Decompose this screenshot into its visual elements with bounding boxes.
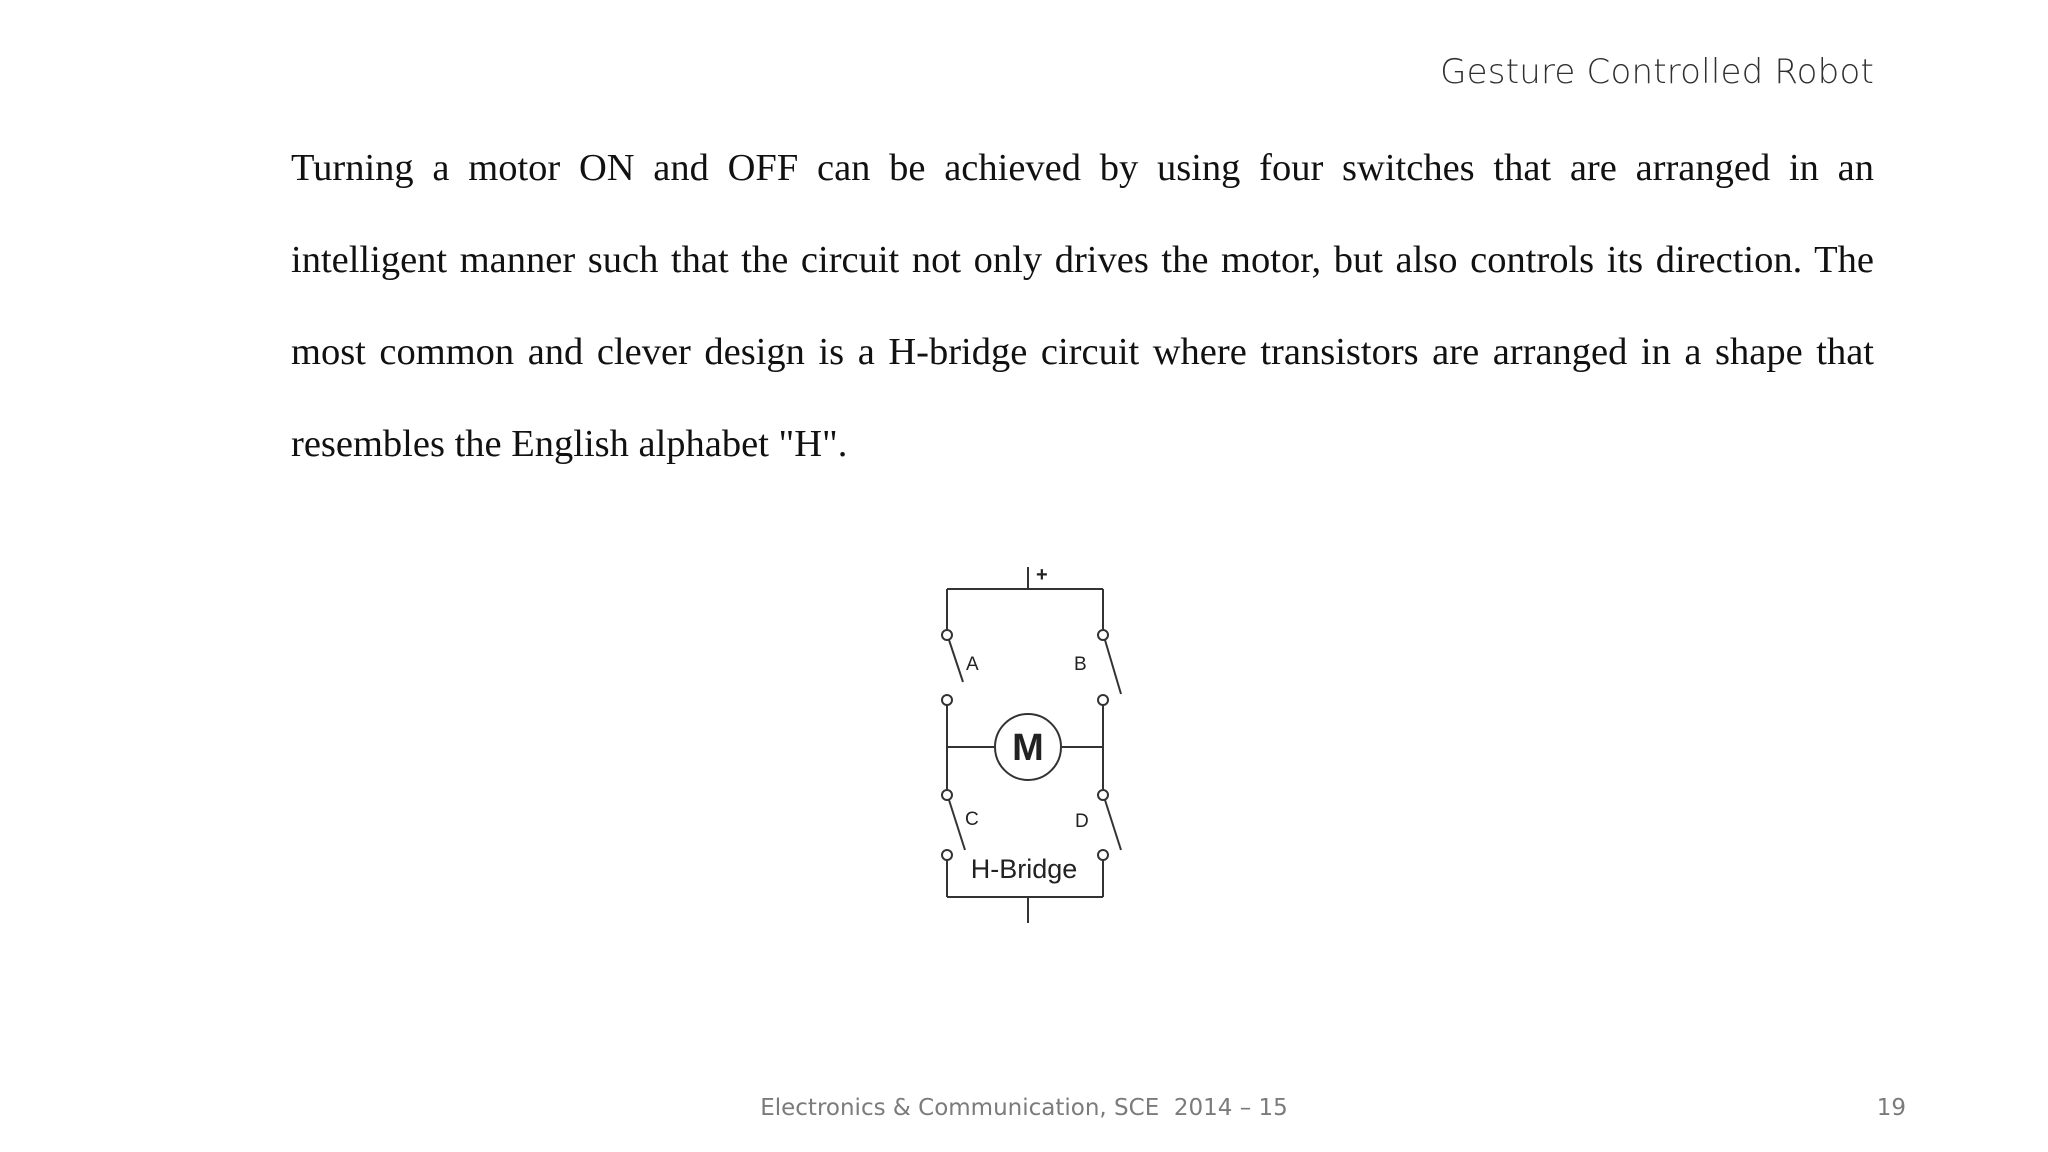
h-bridge-svg	[920, 555, 1140, 935]
body-paragraph: Turning a motor ON and OFF can be achieved by using four switches that are arranged in an intelligent manner such that the circuit not only drives the motor, but also controls its direction. The most common and clever design is a H-bridge circuit where transistors are arranged in a shape that resembles the English alphabet "H".	[291, 147, 1874, 465]
h-bridge-caption: H-Bridge	[970, 854, 1078, 884]
switch-c-lever	[949, 800, 965, 850]
switch-c-bottom-contact	[942, 850, 952, 860]
supply-plus-label: +	[1036, 564, 1048, 586]
footer-text: Electronics & Communication, SCE 2014 – 15	[760, 1095, 1288, 1121]
motor-label: M	[1012, 727, 1044, 769]
switch-a-lever	[949, 640, 963, 682]
switch-b-bottom-contact	[1098, 695, 1108, 705]
h-bridge-diagram	[920, 555, 1140, 935]
switch-a-label: A	[966, 654, 979, 675]
switch-a-bottom-contact	[942, 695, 952, 705]
slide-header-title: Gesture Controlled Robot	[1440, 52, 1874, 92]
switch-b-lever	[1105, 640, 1121, 694]
switch-a-top-contact	[942, 630, 952, 640]
switch-d-top-contact	[1098, 790, 1108, 800]
switch-c-label: C	[965, 809, 979, 830]
page-number: 19	[1876, 1095, 1906, 1121]
switch-d-lever	[1105, 800, 1121, 850]
switch-c-top-contact	[942, 790, 952, 800]
switch-b-label: B	[1074, 654, 1087, 675]
switch-d-label: D	[1075, 811, 1089, 832]
switch-d-bottom-contact	[1098, 850, 1108, 860]
switch-b-top-contact	[1098, 630, 1108, 640]
